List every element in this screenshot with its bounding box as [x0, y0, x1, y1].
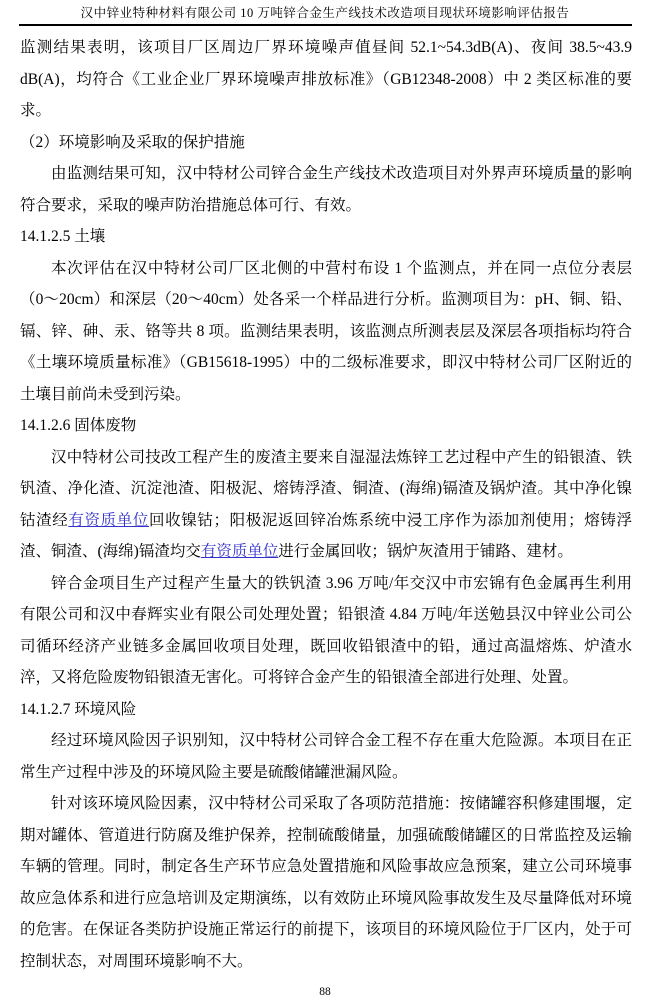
header-divider	[19, 24, 632, 26]
solid-waste-text-2: 回收镍钴；阳极泥返回锌冶炼系统中浸工序作为添加剂使用；熔铸浮渣、铜渣、(海绵)镉渣均交	[20, 511, 632, 560]
paragraph-noise-conclusion: 由监测结果可知，汉中特材公司锌合金生产线技术改造项目对外界声环境质量的影响符合要求，采取的噪声防治措施总体可行、有效。	[20, 165, 632, 214]
solid-waste-text-3: 进行金属回收；锅炉灰渣用于铺路、建材。	[278, 543, 573, 560]
paragraph-noise-result: 监测结果表明，该项目厂区周边厂界环境噪声值昼间 52.1~54.3dB(A)、夜间 38.5~43.9 dB(A)，均符合《工业企业厂界环境噪声排放标准》（GB12348-2008）中 2 类区标准的要求。	[20, 39, 632, 119]
section-heading-soil: 14.1.2.5 土壤	[20, 228, 106, 245]
paragraph-soil: 本次评估在汉中特材公司厂区北侧的中营村布设 1 个监测点，并在同一点位分表层（0～20cm）和深层（20～40cm）处各采一个样品进行分析。监测项目为：pH、铜、铅、镉、锌、砷、汞、铬等共 8 项。监测结果表明，该监测点所测表层及深层各项指标均符合《土壤环境质量标准》（GB15618-1995）中的二级标准要求，即汉中特材公司厂区附近的土壤目前尚未受到污染。	[20, 259, 632, 403]
paragraph-solid-waste	[20, 442, 632, 568]
qualified-unit-link-2[interactable]: 有资质单位	[200, 543, 279, 560]
subheading-noise-measures: （2）环境影响及采取的保护措施	[20, 133, 245, 151]
solid-waste-text-1: 汉中特材公司技改工程产生的废渣主要来自湿湿法炼锌工艺过程中产生的铅银渣、铁钒渣、净化渣、沉淀池渣、阳极泥、熔铸浮渣、铜渣、(海绵)镉渣及锅炉渣。其中净化镍钴渣经	[20, 448, 632, 529]
document-body	[20, 32, 632, 977]
paragraph-risk-identification: 经过环境风险因子识别知，汉中特材公司锌合金工程不存在重大危险源。本项目在正常生产过程中涉及的环境风险主要是硫酸储罐泄漏风险。	[20, 732, 632, 781]
header-title: 汉中锌业特种材料有限公司 10 万吨锌合金生产线技术改造项目现状环境影响评估报告	[80, 6, 570, 20]
page-header	[0, 0, 650, 21]
qualified-unit-link-1[interactable]: 有资质单位	[68, 511, 149, 529]
paragraph-slag-disposal: 锌合金项目生产过程产生量大的铁钒渣 3.96 万吨/年交汉中市宏锦有色金属再生利用有限公司和汉中春辉实业有限公司处理处置；铅银渣 4.84 万吨/年送勉县汉中锌业公司公司循环经济产业链多金属回收项目处理，既回收铅银渣中的铅，通过高温熔炼、炉渣水淬，又将危险废物铅银渣无害化。可将锌合金产生的铅银渣全部进行处理、处置。	[20, 574, 632, 686]
section-heading-risk: 14.1.2.7 环境风险	[20, 700, 137, 718]
section-heading-solid-waste: 14.1.2.6 固体废物	[20, 417, 137, 434]
page-number: 88	[319, 986, 331, 998]
paragraph-risk-measures: 针对该环境风险因素，汉中特材公司采取了各项防范措施：按储罐容积修建围堰，定期对罐体、管道进行防腐及维护保养，控制硫酸储量，加强硫酸储罐区的日常监控及运输车辆的管理。同时，制定各生产环节应急处置措施和风险事故应急预案，建立公司环境事故应急体系和进行应急培训及定期演练，以有效防止环境风险事故发生及尽量降低对环境的危害。在保证各类防护设施正常运行的前提下，该项目的环境风险位于厂区内，处于可控制状态，对周围环境影响不大。	[20, 795, 632, 970]
